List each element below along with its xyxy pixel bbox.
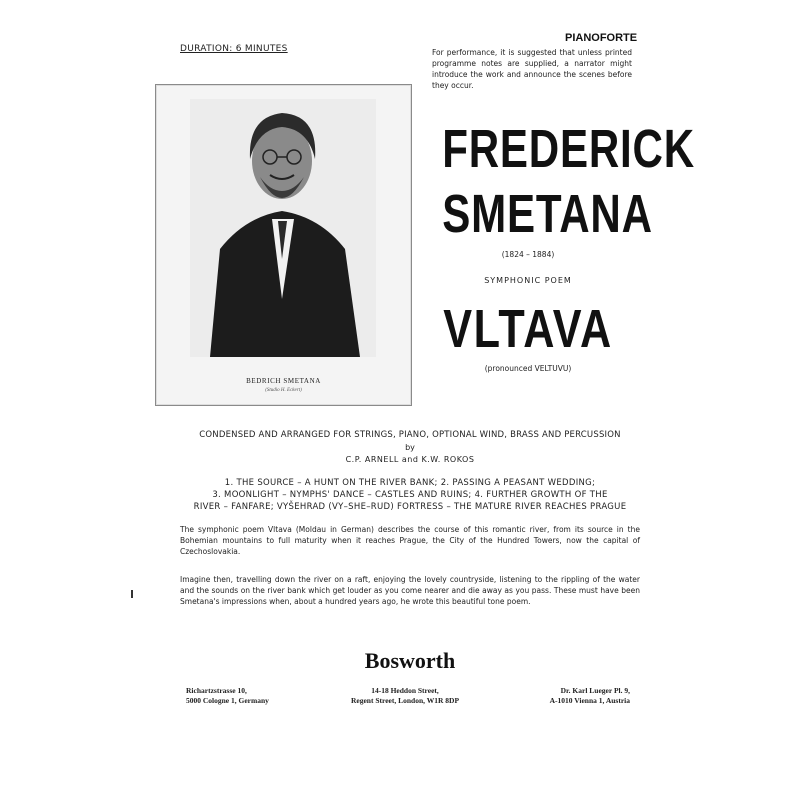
address-line: Richartzstrasse 10, [186, 686, 247, 695]
address-line: 5000 Cologne 1, Germany [186, 696, 269, 705]
address-line: Regent Street, London, W1R 8DP [350, 696, 460, 705]
scene-list [180, 477, 640, 513]
title-pronunciation: (pronounced VELTUVU) [484, 364, 572, 373]
scene-line: 3. MOONLIGHT – NYMPHS' DANCE – CASTLES AND RUINS; 4. FURTHER GROWTH OF THE [212, 490, 608, 500]
composer-last-name: SMETANA [442, 184, 653, 244]
description-paragraph: The symphonic poem Vltava (Moldau in German) describes the course of this romantic river, from its source in the Bohemian mountains to full maturity when it reaches Prague, the City of the Hundred Towers, now the capital of Czechoslovakia. [180, 525, 640, 556]
publisher-name: Bosworth [364, 648, 456, 673]
work-title: VLTAVA [443, 299, 613, 359]
portrait-image [190, 99, 376, 357]
margin-mark [131, 590, 133, 598]
composer-portrait [155, 84, 412, 406]
arrangers: C.P. ARNELL and K.W. ROKOS [345, 455, 475, 464]
scene-line: RIVER – FANFARE; VYŠEHRAD (VY–SHE–RUD) FORTRESS – THE MATURE RIVER REACHES PRAGUE [193, 502, 627, 512]
address-line: A-1010 Vienna 1, Austria [549, 696, 630, 705]
portrait-sub-caption: (Studio H. Eckert) [265, 388, 302, 393]
composer-first-name: FREDERICK [442, 119, 695, 179]
composer-dates: (1824 – 1884) [501, 250, 555, 259]
duration-label: DURATION: 6 MINUTES [180, 44, 288, 54]
performance-note: For performance, it is suggested that unless printed programme notes are supplied, a narrator might introduce the work and announce the scenes before they occur. [432, 48, 632, 90]
portrait-caption: BEDRICH SMETANA [246, 377, 321, 385]
publisher-address-cologne [186, 686, 316, 706]
publisher-address-london [330, 686, 480, 706]
work-genre: SYMPHONIC POEM [484, 276, 572, 285]
scene-line: 1. THE SOURCE – A HUNT ON THE RIVER BANK; 2. PASSING A PEASANT WEDDING; [224, 478, 596, 488]
address-line: 14-18 Heddon Street, [371, 686, 439, 695]
portrait-drawing [190, 99, 376, 357]
arrangement-by: by [405, 443, 415, 452]
description-paragraph: Imagine then, travelling down the river on a raft, enjoying the lovely countryside, listening to the rippling of the water and the sounds on the river bank which get louder as you come nearer and die away as you pass. These must have been Smetana's impressions when, about a hundred years ago, he wrote this beautiful tone poem. [180, 575, 640, 606]
instrument-label: PIANOFORTE [565, 32, 638, 44]
arrangement-description: CONDENSED AND ARRANGED FOR STRINGS, PIANO, OPTIONAL WIND, BRASS AND PERCUSSION [199, 430, 621, 440]
address-line: Dr. Karl Lueger Pl. 9, [560, 686, 630, 695]
publisher-address-vienna [510, 686, 630, 706]
